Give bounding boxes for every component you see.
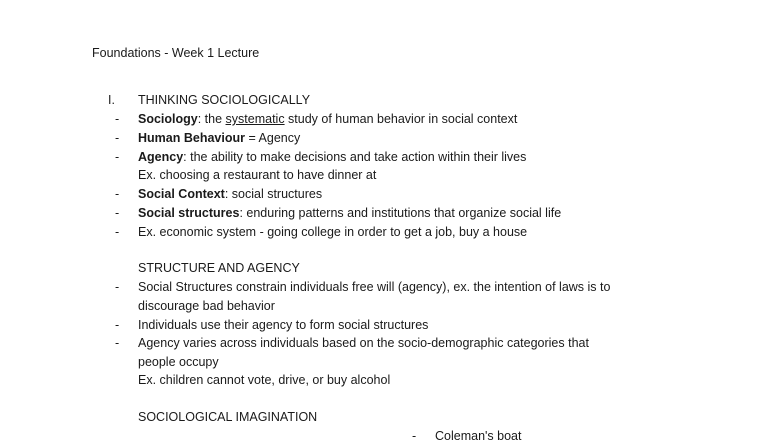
section-number: I. — [108, 93, 115, 107]
definition-text: : enduring patterns and institutions that organize social life — [239, 206, 562, 220]
section-heading: STRUCTURE AND AGENCY — [138, 261, 300, 275]
bullet-dash: - — [115, 131, 120, 145]
definition-social-structures — [138, 206, 561, 221]
bullet-dash: - — [115, 206, 120, 220]
definition-text: : social structures — [224, 187, 323, 201]
definition-text: : the — [197, 112, 226, 126]
section-heading: SOCIOLOGICAL IMAGINATION — [138, 410, 318, 424]
bullet-dash: - — [115, 318, 120, 332]
definition-text: study of human behavior in social context — [284, 112, 518, 126]
underlined-word: systematic — [225, 112, 285, 126]
term: Social structures — [138, 206, 240, 220]
list-item: Ex. economic system - going college in order to get a job, buy a house — [138, 225, 528, 239]
bullet-dash: - — [115, 112, 120, 126]
bullet-dash: - — [115, 150, 120, 164]
section-heading: THINKING SOCIOLOGICALLY — [138, 93, 311, 107]
example-text: Ex. choosing a restaurant to have dinner at — [138, 168, 377, 182]
example-text: Ex. children cannot vote, drive, or buy alcohol — [138, 373, 391, 387]
bullet-dash: - — [115, 336, 120, 350]
bullet-dash: - — [412, 429, 417, 441]
definition-text: : the ability to make decisions and take action within their lives — [183, 150, 527, 164]
definition-sociology — [138, 112, 517, 127]
definition-social-context — [138, 187, 322, 202]
list-item: Coleman's boat — [435, 429, 522, 441]
definition-human-behaviour — [138, 131, 300, 146]
list-item-continuation: discourage bad behavior — [138, 299, 275, 313]
list-item: Individuals use their agency to form social structures — [138, 318, 429, 332]
definition-agency — [138, 150, 526, 165]
bullet-dash: - — [115, 225, 120, 239]
bullet-dash: - — [115, 280, 120, 294]
definition-text: = Agency — [244, 131, 301, 145]
term: Sociology — [138, 112, 198, 126]
list-item-continuation: people occupy — [138, 355, 219, 369]
term: Social Context — [138, 187, 225, 201]
term: Agency — [138, 150, 184, 164]
document-title: Foundations - Week 1 Lecture — [92, 46, 260, 60]
list-item: Social Structures constrain individuals free will (agency), ex. the intention of laws is to — [138, 280, 611, 294]
list-item: Agency varies across individuals based on the socio-demographic categories that — [138, 336, 589, 350]
bullet-dash: - — [115, 187, 120, 201]
term: Human Behaviour — [138, 131, 245, 145]
